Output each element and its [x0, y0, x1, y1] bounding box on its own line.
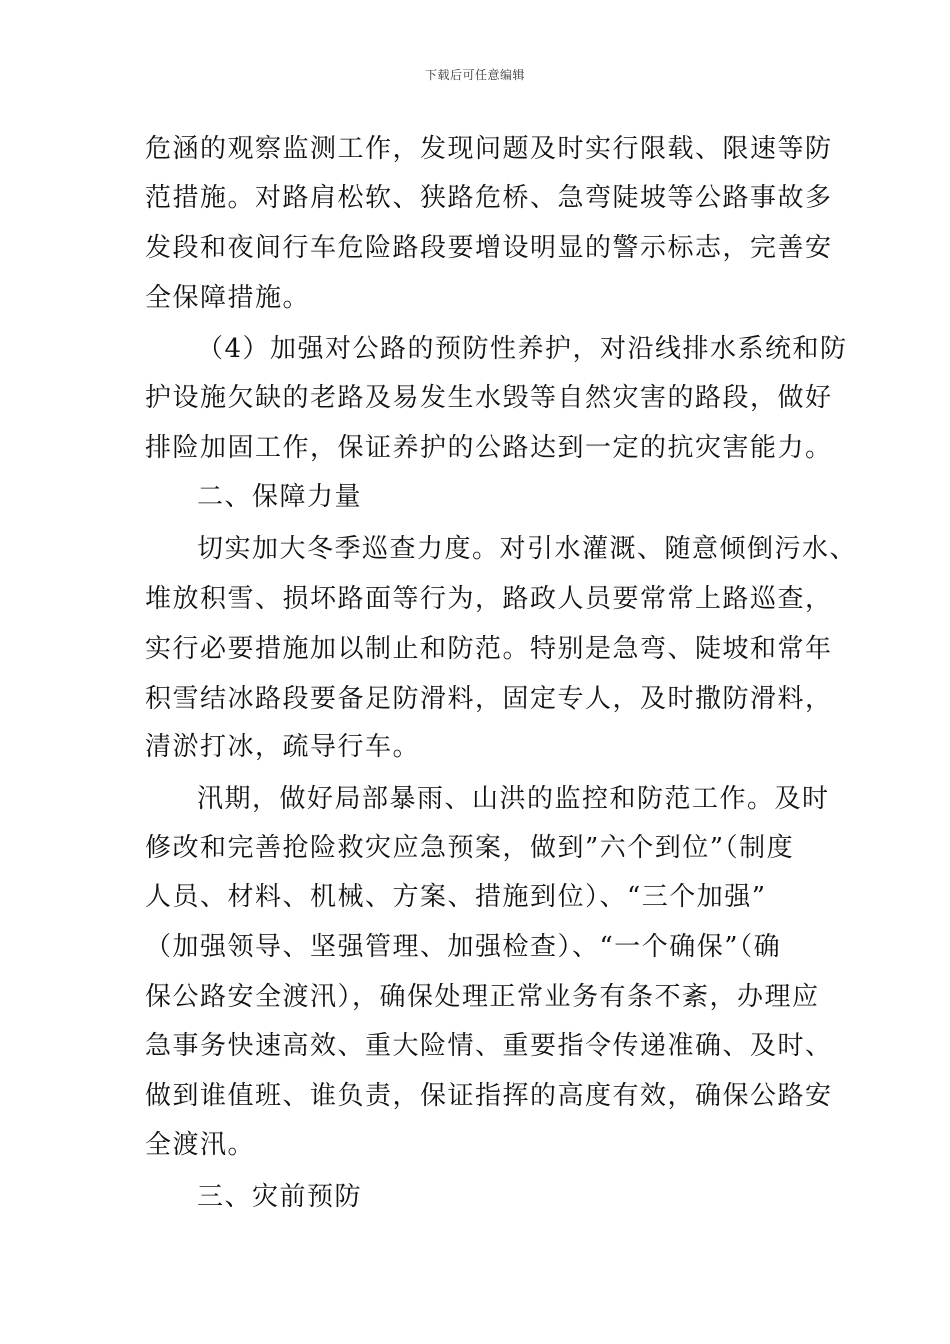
body-line: 清淤打冰，疏导行车。 — [145, 732, 421, 762]
section-heading: 二、保障力量 — [197, 482, 363, 512]
paragraph-start-line: （4）加强对公路的预防性养护，对沿线排水系统和防 — [197, 334, 848, 364]
body-line: 堆放积雪、损坏路面等行为，路政人员要常常上路巡查， — [145, 584, 833, 614]
body-line: 急事务快速高效、重大险情、重要指令传递准确、及时、 — [145, 1031, 833, 1061]
body-line: 实行必要措施加以制止和防范。特别是急弯、陡坡和常年 — [145, 634, 833, 664]
body-line: 修改和完善抢险救灾应急预案，做到”六个到位”（制度 — [145, 833, 795, 863]
body-line: 发段和夜间行车危险路段要增设明显的警示标志，完善安 — [145, 233, 833, 263]
body-line: 保公路安全渡汛），确保处理正常业务有条不紊，办理应 — [145, 982, 820, 1012]
body-line: 范措施。对路肩松软、狭路危桥、急弯陡坡等公路事故多 — [145, 183, 833, 213]
body-line: 做到谁值班、谁负责，保证指挥的高度有效，确保公路安 — [145, 1081, 833, 1111]
header-note: 下载后可任意编辑 — [424, 68, 525, 82]
body-line: 全保障措施。 — [145, 283, 311, 313]
body-line: （加强领导、坚强管理、加强检查）、“一个确保”（确 — [145, 932, 782, 962]
body-line: 全渡汛。 — [145, 1130, 256, 1160]
body-line: 危涵的观察监测工作，发现问题及时实行限载、限速等防 — [145, 134, 833, 164]
body-line: 护设施欠缺的老路及易发生水毁等自然灾害的路段，做好 — [145, 383, 833, 413]
body-line: 积雪结冰路段要备足防滑料，固定专人，及时撒防滑料， — [145, 684, 833, 714]
paragraph-start-line: 切实加大冬季巡查力度。对引水灌溉、随意倾倒污水、 — [197, 534, 858, 564]
body-line: 排险加固工作，保证养护的公路达到一定的抗灾害能力。 — [145, 433, 833, 463]
section-heading: 三、灾前预防 — [197, 1182, 363, 1212]
paragraph-start-line: 汛期，做好局部暴雨、山洪的监控和防范工作。及时 — [197, 784, 830, 814]
body-line: 人员、材料、机械、方案、措施到位）、“三个加强” — [145, 882, 767, 912]
